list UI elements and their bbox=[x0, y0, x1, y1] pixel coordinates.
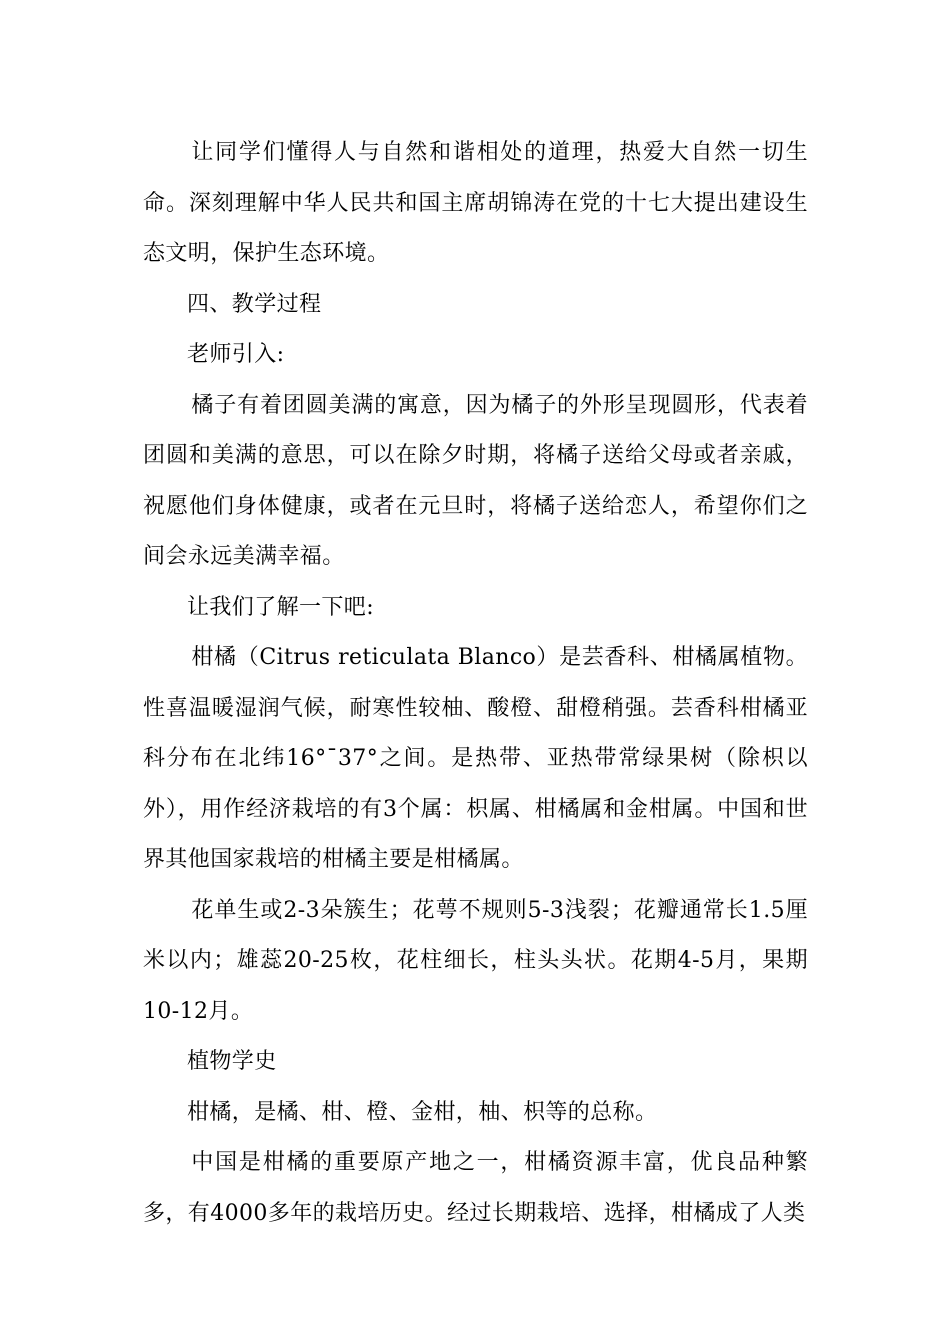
paragraph-orange-meaning: 橘子有着团圆美满的寓意，因为橘子的外形呈现圆形，代表着团圆和美满的意思，可以在除夕时期，将橘子送给父母或者亲戚，祝愿他们身体健康，或者在元旦时，将橘子送给恋人，希望你们之间会永远美满幸福。 bbox=[143, 392, 808, 569]
paragraph-citrus-definition: 柑橘，是橘、柑、橙、金柑，柚、枳等的总称。 bbox=[187, 1099, 658, 1125]
teacher-introduction-label: 老师引入: bbox=[187, 342, 285, 367]
botany-history-heading: 植物学史 bbox=[187, 1049, 277, 1074]
paragraph-citrus-description: 柑橘（Citrus reticulata Blanco）是芸香科、柑橘属植物。性喜温暖湿润气候，耐寒性较柚、酸橙、甜橙稍强。芸香科柑橘亚科分布在北纬16°¯37°之间。是热带、亚热带常绿果树（除枳以外），用作经济栽培的有3个属：枳属、柑橘属和金柑属。中国和世界其他国家栽培的柑橘主要是柑橘属。 bbox=[143, 645, 808, 872]
paragraph-citrus-origin: 中国是柑橘的重要原产地之一，柑橘资源丰富，优良品种繁多，有4000多年的栽培历史。经过长期栽培、选择，柑橘成了人类 bbox=[143, 1150, 808, 1226]
section-heading-teaching-process: 四、教学过程 bbox=[187, 291, 322, 317]
paragraph-flower-description: 花单生或2-3朵簇生；花萼不规则5-3浅裂；花瓣通常长1.5厘米以内；雄蕊20-25枚，花柱细长，柱头头状。花期4-5月，果期10-12月。 bbox=[143, 897, 808, 1024]
paragraph-goal: 让同学们懂得人与自然和谐相处的道理，热爱大自然一切生命。深刻理解中华人民共和国主席胡锦涛在党的十七大提出建设生态文明，保护生态环境。 bbox=[143, 140, 808, 266]
document-body bbox=[143, 128, 808, 1239]
lets-learn-label: 让我们了解一下吧: bbox=[187, 594, 375, 620]
